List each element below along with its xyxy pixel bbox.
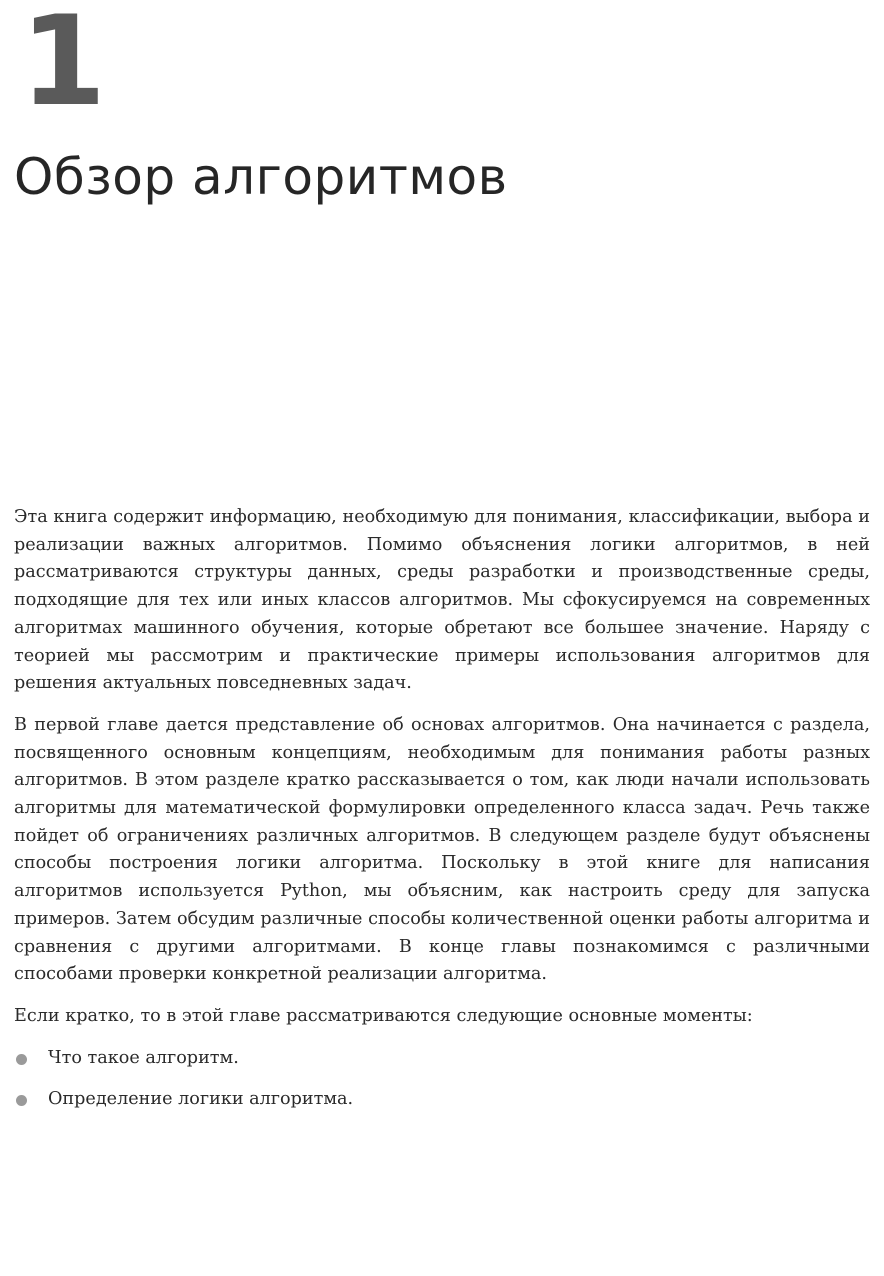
list-item-text: Что такое алгоритм. [48, 1047, 239, 1068]
list-item-text: Определение логики алгоритма. [48, 1089, 354, 1110]
chapter-overview-paragraph: В первой главе дается представление об основах алгоритмов. Она начинается с раздела, посвященного основным концепциям, необходимым для понимания работы разных алгоритмов. В этом разделе кратко рассказывается о том, как люди начали использовать алгоритмы для математической формулировки определенного класса задач. Речь также пойдет об ограничениях различных алгоритмов. В следующем разделе будут объяснены способы построения логики алгоритма. Поскольку в этой книге для написания алгоритмов используется Python, мы объясним, как настроить среду для запуска примеров. Затем обсудим различные способы количественной оценки работы алгоритма и сравнения с другими алгоритмами. В конце главы познакомимся с различными способами проверки конкретной реализации алгоритма. [14, 714, 870, 985]
topics-list [14, 1045, 870, 1114]
bullet-icon [16, 1054, 27, 1065]
intro-paragraph: Эта книга содержит информацию, необходимую для понимания, классификации, выбора и реализации важных алгоритмов. Помимо объяснения логики алгоритмов, в ней рассматриваются структуры данных, среды разработки и производственные среды, подходящие для тех или иных классов алгоритмов. Мы сфокусируемся на современных алгоритмах машинного обучения, которые обретают все большее значение. Наряду с теорией мы рассмотрим и практические примеры использования алгоритмов для решения актуальных повседневных задач. [14, 507, 870, 694]
chapter-number: 1 [20, 0, 105, 134]
chapter-body [14, 504, 870, 1128]
list-item [14, 1045, 870, 1073]
chapter-title: Обзор алгоритмов [14, 148, 508, 206]
list-item [14, 1086, 870, 1114]
topics-lead-paragraph: Если кратко, то в этой главе рассматриваются следующие основные моменты: [14, 1005, 753, 1026]
bullet-icon [16, 1095, 27, 1106]
